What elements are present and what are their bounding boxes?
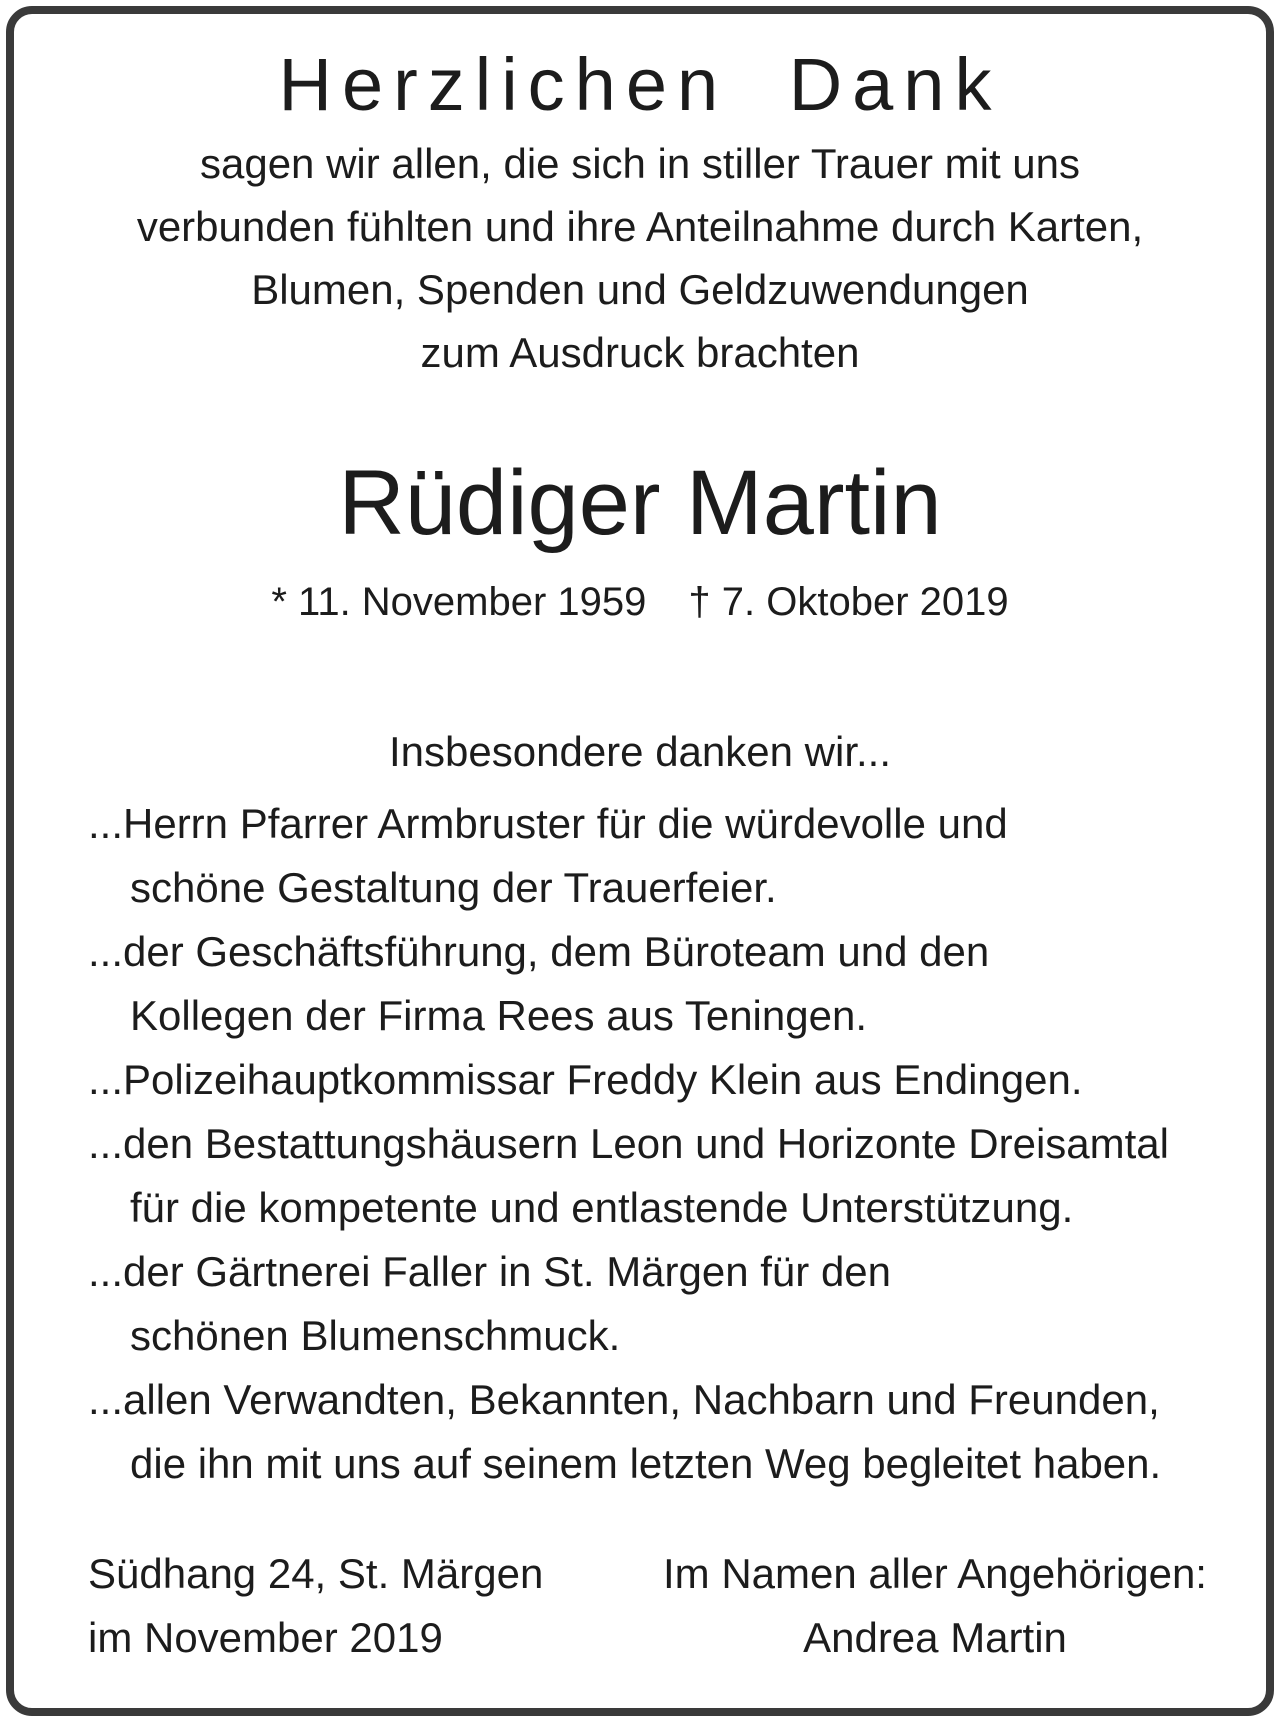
birth-date: * 11. November 1959 bbox=[271, 580, 647, 624]
signature-line: Im Namen aller Angehörigen: bbox=[663, 1550, 1207, 1597]
thanks-line: für die kompetente und entlastende Unterstützung. bbox=[130, 1184, 1074, 1231]
death-date: † 7. Oktober 2019 bbox=[688, 580, 1009, 624]
place-and-date bbox=[88, 1542, 543, 1670]
place-line: Südhang 24, St. Märgen bbox=[88, 1550, 544, 1597]
intro-line: verbunden fühlten und ihre Anteilnahme durch Karten, bbox=[136, 203, 1144, 250]
place-line: im November 2019 bbox=[88, 1614, 443, 1661]
intro-line: zum Ausdruck brachten bbox=[420, 329, 860, 376]
thanks-line: ...den Bestattungshäusern Leon und Horizonte Dreisamtal bbox=[88, 1120, 1169, 1167]
thanks-line: schönen Blumenschmuck. bbox=[130, 1312, 621, 1359]
signature-name: Andrea Martin bbox=[803, 1614, 1067, 1661]
thanks-line: ...der Geschäftsführung, dem Büroteam und den bbox=[88, 928, 990, 975]
intro-line: Blumen, Spenden und Geldzuwendungen bbox=[251, 266, 1029, 313]
deceased-name: Rüdiger Martin bbox=[338, 452, 942, 554]
thanks-line: die ihn mit uns auf seinem letzten Weg begleitet haben. bbox=[130, 1440, 1162, 1487]
notice-title: Herzlichen Dank bbox=[278, 43, 1002, 126]
thanks-line: ...Polizeihauptkommissar Freddy Klein aus Endingen. bbox=[88, 1056, 1083, 1103]
intro-text bbox=[0, 132, 1280, 384]
thanks-line: ...allen Verwandten, Bekannten, Nachbarn und Freunden, bbox=[88, 1376, 1160, 1423]
thanks-line: schöne Gestaltung der Trauerfeier. bbox=[130, 864, 777, 911]
signature bbox=[640, 1542, 1230, 1670]
intro-line: sagen wir allen, die sich in stiller Trauer mit uns bbox=[199, 140, 1081, 187]
thanks-line: ...Herrn Pfarrer Armbruster für die würdevolle und bbox=[88, 800, 1008, 847]
thanks-heading: Insbesondere danken wir... bbox=[389, 728, 891, 775]
life-dates bbox=[0, 574, 1280, 630]
thanks-line: ...der Gärtnerei Faller in St. Märgen für den bbox=[88, 1248, 892, 1295]
thanks-line: Kollegen der Firma Rees aus Teningen. bbox=[130, 992, 867, 1039]
thanks-list bbox=[88, 792, 1258, 1496]
